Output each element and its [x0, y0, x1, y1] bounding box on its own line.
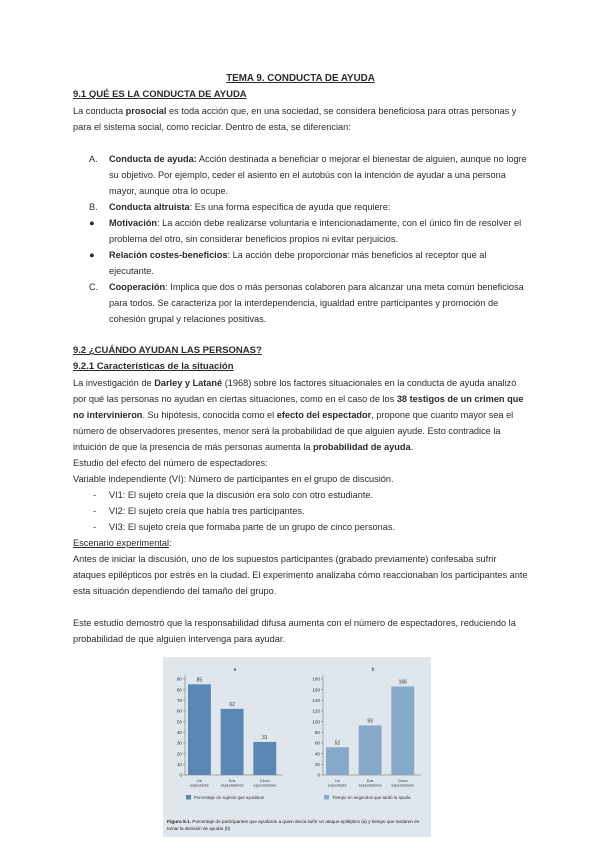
category-label: Dos	[228, 779, 236, 783]
bar-value-label: 62	[229, 701, 235, 708]
y-tick-label: 70	[176, 697, 182, 703]
bar	[188, 684, 211, 775]
study-line: Estudio del efecto del número de espectadores:	[73, 458, 268, 468]
bar-value-label: 93	[367, 718, 373, 725]
y-tick-label: 80	[176, 687, 182, 693]
definition-list	[73, 151, 528, 327]
scenario-paragraph: Antes de iniciar la discusión, uno de los supuestos participantes (grabado previamente) confesaba sufrir ataques epilépticos por estrés en la ciudad. El experimento analizaba cómo reaccionaban los participantes ante esta situación dependiendo del tamaño del grupo.	[73, 554, 528, 596]
bar-value-label: 166	[398, 679, 407, 686]
y-tick-label: 20	[314, 761, 320, 767]
bar-value-label: 52	[334, 740, 341, 747]
list-item-b: B. Conducta altruista: Es una forma específica de ayuda que requiere:	[89, 202, 391, 212]
figure-9-1	[163, 657, 431, 837]
conclusion-paragraph: Este estudio demostró que la responsabilidad difusa aumenta con el número de espectadores, reduciendo la probabilidad de que alguien intervenga para ayudar.	[73, 618, 516, 644]
y-tick-label: 60	[314, 740, 320, 746]
y-tick-label: 30	[176, 740, 182, 746]
bar	[221, 709, 244, 775]
subsection-heading-9-2-1: 9.2.1 Características de la situación	[73, 361, 234, 372]
page-title: TEMA 9. CONDUCTA DE AYUDA	[226, 73, 375, 84]
category-label: espectadores	[220, 783, 244, 788]
bar-value-label: 85	[196, 677, 203, 684]
darley-latane-paragraph: La investigación de Darley y Latané (1968) sobre los factores situacionales en la conducta de ayuda analizó por qué las personas no ayudan en ciertas situaciones, como en el caso de los 38 testigos de un crimen que no intervinieron. Su hipótesis, conocida como el efecto del espectador, propone que cuanto mayor sea el número de observadores presentes, menor será la probabilidad de que alguien ayude. Esto contradice la intuición de que la presencia de más personas aumenta la probabilidad de ayuda.	[73, 378, 524, 452]
category-label: Dos	[366, 779, 374, 783]
y-tick-label: 0	[317, 772, 320, 778]
category-label: Un	[197, 779, 202, 783]
vi-line: Variable independiente (VI): Número de participantes en el grupo de discusión.	[73, 474, 394, 484]
category-label: espectadores	[358, 783, 382, 788]
y-tick-label: 80	[314, 729, 320, 735]
section-heading-9-2: 9.2 ¿CUÁNDO AYUDAN LAS PERSONAS?	[73, 345, 262, 356]
bar	[391, 686, 414, 775]
scenario-heading: Escenario experimental:	[73, 538, 172, 548]
vi3-item: - VI3: El sujeto creía que formaba parte de un grupo de cinco personas.	[93, 522, 396, 532]
y-tick-label: 100	[312, 719, 320, 725]
legend-label: Porcentaje de sujetos que ayudaron	[194, 795, 265, 800]
category-label: espectadores	[253, 783, 277, 788]
figure-caption: Figura 9.1. Porcentaje de participantes que ayudaron a quien decía sufrir un ataque epiléptico (a) y tiempo que tardaron en tomar la decisión de ayudar (b)	[167, 819, 420, 831]
list-item-motivacion: ● Motivación: La acción debe realizarse voluntaria e intencionadamente, con el único fin de resolver el problema del otro, sin considerar beneficios propios ni evitar perjuicios.	[89, 218, 522, 244]
legend-swatch	[186, 795, 191, 800]
legend-label: Tiempo en segundos que tardó la ayuda	[332, 795, 411, 800]
legend-swatch	[324, 795, 329, 800]
category-label: Cinco	[397, 779, 408, 783]
list-item-c: C. Cooperación: Implica que dos o más personas colaboren para alcanzar una meta común beneficiosa para todos. Se caracteriza por la interdependencia, igualdad entre participantes y promoción de cohesión grupal y relaciones positivas.	[89, 282, 524, 324]
chart-title: a	[233, 667, 237, 673]
category-label: espectador	[328, 783, 347, 788]
bar-charts	[163, 657, 431, 819]
intro-paragraph: La conducta prosocial es toda acción que, en una sociedad, se considera beneficiosa para otras personas y para el sistema social, como reciclar. Dentro de esta, se diferencian:	[73, 106, 517, 132]
y-tick-label: 40	[314, 751, 320, 757]
bar	[326, 747, 349, 775]
document-body	[73, 71, 528, 647]
category-label: espectador	[190, 783, 209, 788]
y-tick-label: 90	[176, 676, 182, 682]
list-item-relacion: ● Relación costes-beneficios: La acción debe proporcionar más beneficios al receptor que al ejecutante.	[89, 250, 487, 276]
vi2-item: - VI2: El sujeto creía que había tres participantes.	[93, 506, 305, 516]
y-tick-label: 40	[176, 729, 182, 735]
y-tick-label: 140	[312, 697, 320, 703]
bar	[359, 725, 382, 775]
section-heading-9-1: 9.1 QUÉ ES LA CONDUCTA DE AYUDA	[73, 89, 247, 100]
bar	[253, 742, 276, 775]
chart-title: b	[371, 667, 375, 673]
y-tick-label: 0	[179, 772, 182, 778]
category-label: Un	[335, 779, 340, 783]
category-label: espectadores	[391, 783, 415, 788]
vi1-item: - VI1: El sujeto creía que la discusión era solo con otro estudiante.	[93, 490, 374, 500]
y-tick-label: 50	[176, 719, 182, 725]
list-item-a: A. Conducta de ayuda: Acción destinada a beneficiar o mejorar el bienestar de alguien, aunque no logre su objetivo. Por ejemplo, ceder el asiento en el autobús con la intención de ayudar a una persona mayor, aunque otra lo ocupe.	[89, 154, 527, 196]
y-tick-label: 180	[312, 676, 320, 682]
y-tick-label: 20	[176, 751, 182, 757]
y-tick-label: 60	[176, 708, 182, 714]
bar-value-label: 31	[261, 734, 268, 741]
y-tick-label: 160	[312, 687, 320, 693]
y-tick-label: 120	[312, 708, 320, 714]
category-label: Cinco	[259, 779, 270, 783]
y-tick-label: 10	[176, 761, 182, 767]
